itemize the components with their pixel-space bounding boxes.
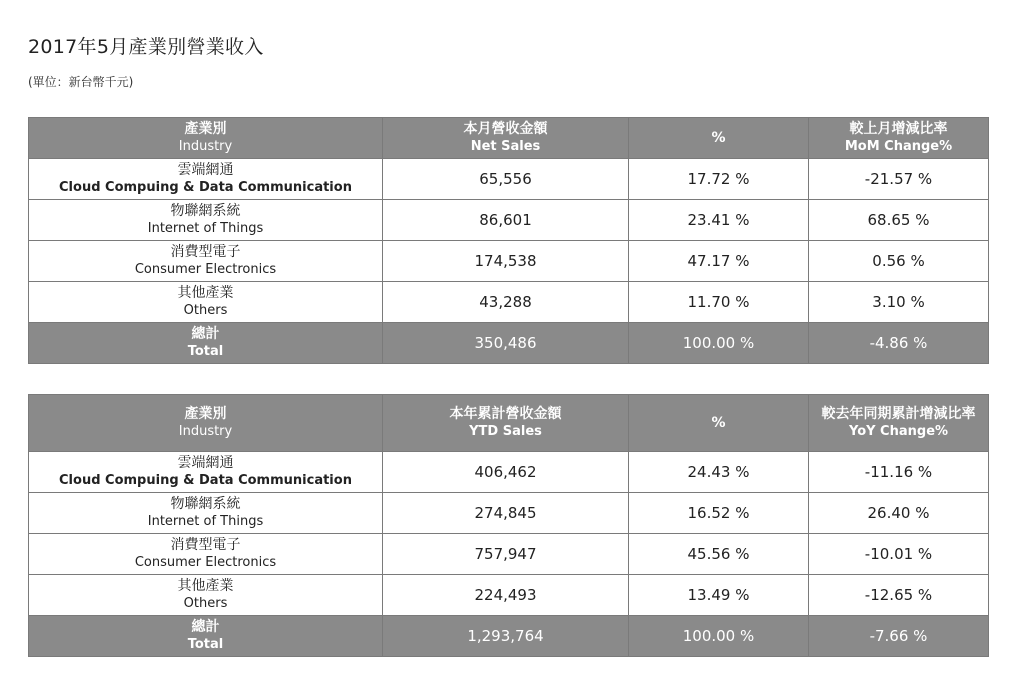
percent-cell: 23.41 %: [629, 200, 809, 241]
percent-cell: 47.17 %: [629, 241, 809, 282]
header-label-zh: 本月營收金額: [463, 121, 548, 137]
header-yoy-change: [809, 395, 989, 452]
header-label-en: YTD Sales: [469, 424, 542, 439]
unit-note: (單位：新台幣千元): [28, 75, 134, 89]
industry-cell: [29, 575, 383, 616]
header-label-zh: %: [711, 130, 726, 146]
total-percent-cell: 100.00 %: [629, 323, 809, 364]
industry-name-zh: 其他產業: [177, 285, 234, 301]
table-row: [29, 452, 989, 493]
industry-cell: [29, 282, 383, 323]
industry-name-en: Internet of Things: [147, 221, 264, 236]
industry-name-en: Others: [183, 596, 228, 611]
table-row: [29, 159, 989, 200]
industry-name-zh: 消費型電子: [170, 537, 241, 553]
total-change-cell: -4.86 %: [809, 323, 989, 364]
sales-cell: 174,538: [383, 241, 629, 282]
industry-name-en: Cloud Compuing & Data Communication: [59, 473, 352, 488]
change-cell: -21.57 %: [809, 159, 989, 200]
monthly-revenue-table: [28, 117, 989, 364]
header-net-sales: [383, 118, 629, 159]
industry-name-zh: 物聯網系統: [170, 203, 241, 219]
page-title: 2017年5月產業別營業收入: [28, 36, 264, 58]
industry-cell: [29, 616, 383, 657]
industry-cell: [29, 241, 383, 282]
industry-name-en: Cloud Compuing & Data Communication: [59, 180, 352, 195]
sales-cell: 86,601: [383, 200, 629, 241]
total-label-zh: 總計: [191, 326, 220, 342]
change-cell: 0.56 %: [809, 241, 989, 282]
header-label-en: Industry: [178, 139, 233, 154]
header-label-zh: 較上月增減比率: [849, 121, 948, 137]
header-label-zh: 本年累計營收金額: [449, 406, 562, 422]
industry-name-en: Consumer Electronics: [134, 555, 277, 570]
industry-cell: [29, 452, 383, 493]
table-row: [29, 200, 989, 241]
total-label-en: Total: [187, 344, 224, 359]
header-industry: [29, 118, 383, 159]
change-cell: -12.65 %: [809, 575, 989, 616]
change-cell: 26.40 %: [809, 493, 989, 534]
sales-cell: 43,288: [383, 282, 629, 323]
total-sales-cell: 1,293,764: [383, 616, 629, 657]
header-label-zh: %: [711, 415, 726, 431]
percent-cell: 24.43 %: [629, 452, 809, 493]
total-change-cell: -7.66 %: [809, 616, 989, 657]
sales-cell: 274,845: [383, 493, 629, 534]
percent-cell: 45.56 %: [629, 534, 809, 575]
sales-cell: 65,556: [383, 159, 629, 200]
industry-name-zh: 雲端網通: [177, 455, 234, 471]
table-header-row: [29, 118, 989, 159]
industry-cell: [29, 493, 383, 534]
industry-cell: [29, 200, 383, 241]
header-label-zh: 產業別: [184, 406, 227, 422]
industry-name-en: Internet of Things: [147, 514, 264, 529]
header-label-en: Net Sales: [470, 139, 541, 154]
change-cell: -10.01 %: [809, 534, 989, 575]
table-row: [29, 575, 989, 616]
percent-cell: 17.72 %: [629, 159, 809, 200]
total-label-en: Total: [187, 637, 224, 652]
industry-name-zh: 消費型電子: [170, 244, 241, 260]
total-row: [29, 616, 989, 657]
change-cell: -11.16 %: [809, 452, 989, 493]
table-row: [29, 493, 989, 534]
percent-cell: 16.52 %: [629, 493, 809, 534]
total-percent-cell: 100.00 %: [629, 616, 809, 657]
header-ytd-sales: [383, 395, 629, 452]
total-row: [29, 323, 989, 364]
industry-cell: [29, 534, 383, 575]
table-header-row: [29, 395, 989, 452]
header-label-en: Industry: [178, 424, 233, 439]
industry-name-zh: 其他產業: [177, 578, 234, 594]
header-industry: [29, 395, 383, 452]
header-label-zh: 產業別: [184, 121, 227, 137]
table-row: [29, 282, 989, 323]
percent-cell: 13.49 %: [629, 575, 809, 616]
industry-name-zh: 物聯網系統: [170, 496, 241, 512]
industry-cell: [29, 323, 383, 364]
industry-name-en: Others: [183, 303, 228, 318]
header-label-en: MoM Change%: [844, 139, 953, 154]
header-label-en: YoY Change%: [848, 424, 949, 439]
sales-cell: 406,462: [383, 452, 629, 493]
sales-cell: 757,947: [383, 534, 629, 575]
industry-cell: [29, 159, 383, 200]
percent-cell: 11.70 %: [629, 282, 809, 323]
header-mom-change: [809, 118, 989, 159]
ytd-revenue-table: [28, 394, 989, 657]
table-row: [29, 241, 989, 282]
total-sales-cell: 350,486: [383, 323, 629, 364]
total-label-zh: 總計: [191, 619, 220, 635]
sales-cell: 224,493: [383, 575, 629, 616]
change-cell: 68.65 %: [809, 200, 989, 241]
table-row: [29, 534, 989, 575]
change-cell: 3.10 %: [809, 282, 989, 323]
header-percent: [629, 118, 809, 159]
industry-name-zh: 雲端網通: [177, 162, 234, 178]
header-percent: [629, 395, 809, 452]
industry-name-en: Consumer Electronics: [134, 262, 277, 277]
header-label-zh: 較去年同期累計增減比率: [821, 406, 976, 422]
